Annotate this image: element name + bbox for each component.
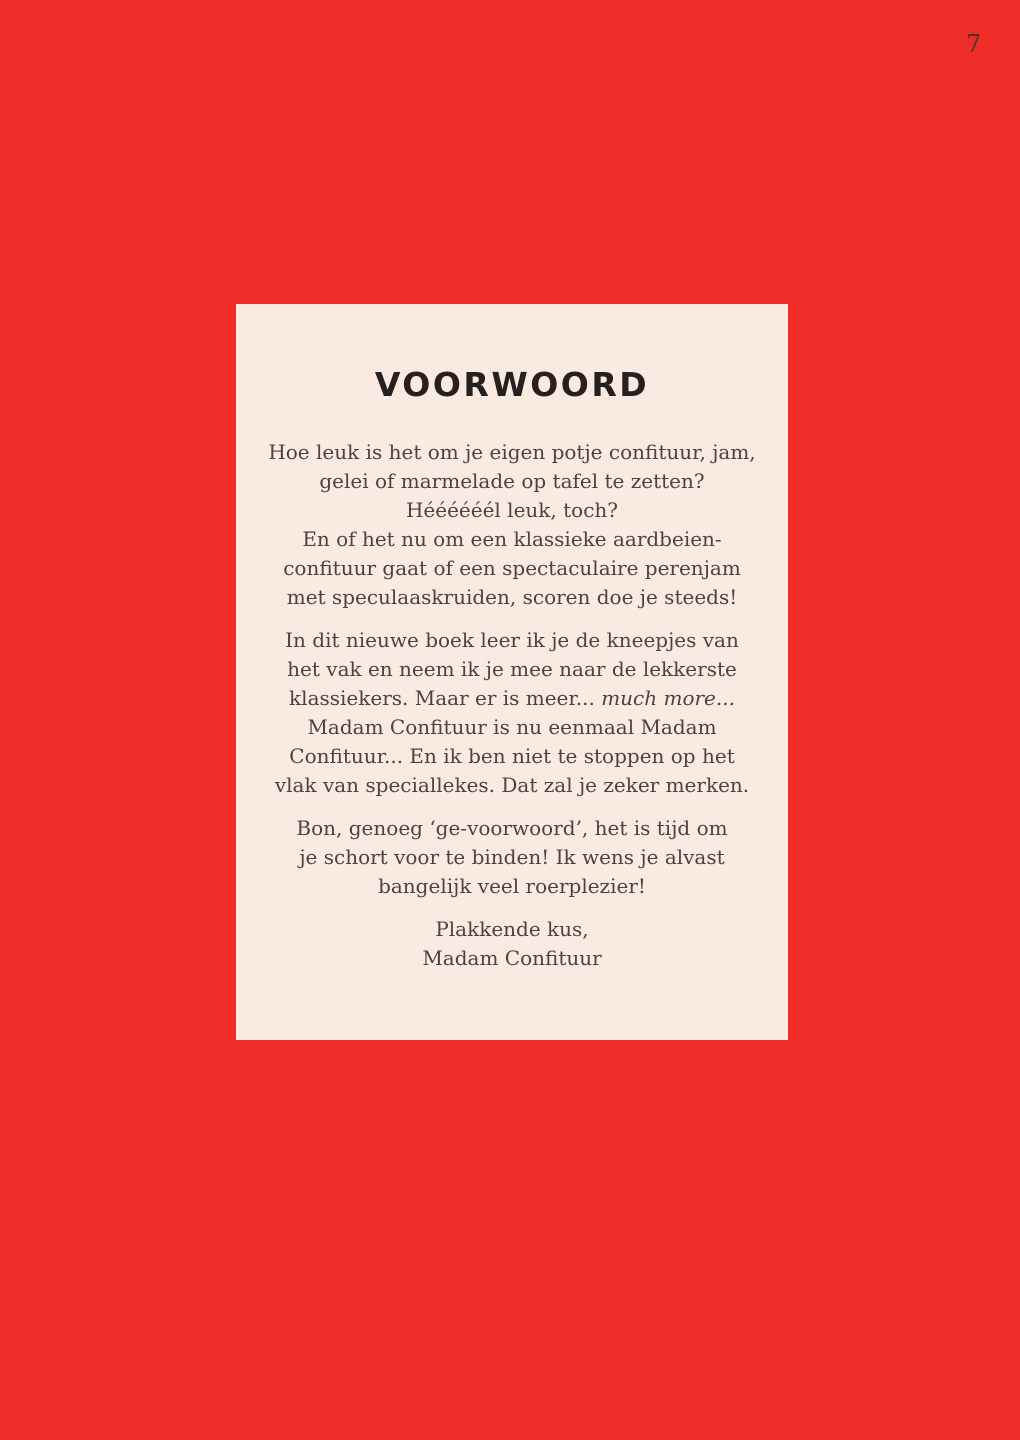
text-segment: klassiekers. Maar er is meer... — [289, 685, 602, 710]
paragraph-2 — [256, 626, 768, 800]
text-line: Bon, genoeg ‘ge-voorwoord’, het is tijd om — [296, 815, 728, 840]
text-line: gelei of marmelade op tafel te zetten? — [319, 468, 705, 493]
text-line-mixed — [256, 684, 768, 713]
italic-text-segment: much more... — [601, 685, 735, 710]
text-line: je schort voor te binden! Ik wens je alvast — [299, 844, 725, 869]
paragraph-1 — [256, 438, 768, 612]
text-line: bangelijk veel roerplezier! — [378, 873, 646, 898]
foreword-title: VOORWOORD — [374, 365, 650, 404]
text-line: het vak en neem ik je mee naar de lekkerste — [287, 656, 737, 681]
text-line: met speculaaskruiden, scoren doe je steeds! — [286, 584, 738, 609]
text-line: Héééééél leuk, toch? — [405, 497, 619, 522]
text-line: Madam Confituur is nu eenmaal Madam — [307, 714, 717, 739]
text-line: vlak van speciallekes. Dat zal je zeker merken. — [274, 772, 750, 797]
text-line: En of het nu om een klassieke aardbeien- — [302, 526, 722, 551]
text-line: Confituur... En ik ben niet te stoppen op het — [289, 743, 735, 768]
text-line: confituur gaat of een spectaculaire perenjam — [283, 555, 741, 580]
page-number: 7 — [966, 30, 982, 58]
foreword-card — [236, 304, 788, 1040]
signature-line: Plakkende kus, — [435, 916, 589, 941]
signature — [256, 915, 768, 973]
paragraph-3 — [256, 814, 768, 901]
signature-line: Madam Confituur — [422, 945, 602, 970]
text-line: Hoe leuk is het om je eigen potje confituur, jam, — [268, 439, 756, 464]
text-line: In dit nieuwe boek leer ik je de kneepjes van — [285, 627, 739, 652]
